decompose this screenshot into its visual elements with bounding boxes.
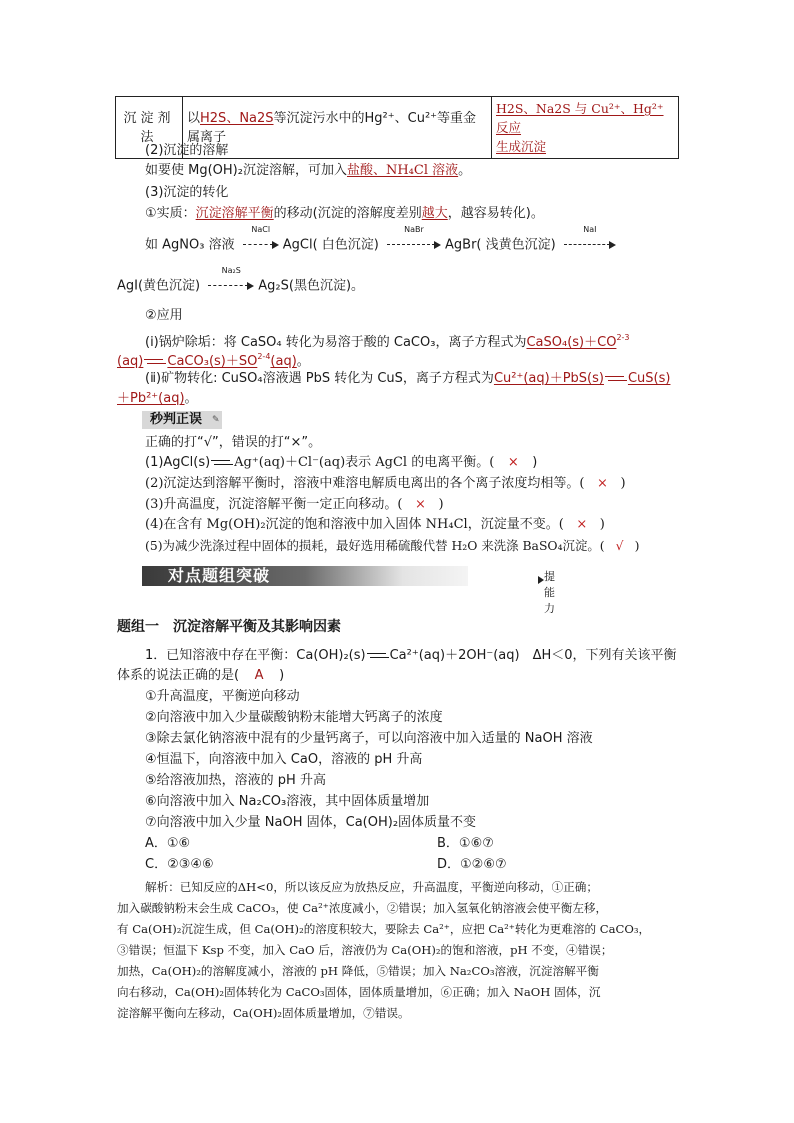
question-line-2 (117, 667, 284, 685)
judge-3-end: ) (438, 497, 444, 512)
method-name: 沉淀剂法 (123, 110, 175, 145)
judge-item-1 (145, 454, 537, 472)
judge-2-text: (2)沉淀达到溶解平衡时，溶液中难溶电解质电离出的各个离子浓度均相等。( (145, 476, 585, 491)
explanation-line: ③错误；恒温下 Ksp 不变，加入 CaO 后，溶液仍为 Ca(OH)₂的饱和溶液，pH 不变，④错误； (117, 943, 613, 957)
option-item: ⑦向溶液中加入少量 NaOH 固体，Ca(OH)₂固体质量不变 (145, 815, 477, 830)
chain-product-1: AgCl( 白色沉淀) (282, 237, 379, 253)
question-stem: 体系的说法正确的是( (117, 668, 240, 683)
judge-1-mark: × (507, 455, 519, 470)
dissolve-heading: (2)沉淀的溶解 (145, 143, 229, 158)
mineral-eq-part-2: CuS(s) (627, 371, 671, 386)
quick-intro: 正确的打“√”，错误的打“×”。 (145, 435, 322, 450)
method-principle-cell (492, 97, 679, 159)
mineral-text: (ⅱ)矿物转化: CuSO₄溶液遇 PbS 转化为 CuS，离子方程式为 (145, 371, 494, 386)
quick-judge-title: 秒判正误 (150, 412, 203, 427)
sulfate-charge: 2-4 (257, 352, 271, 361)
explanation-block (117, 877, 679, 1024)
question-pre: 1．已知溶液中存在平衡：Ca(OH)₂(s) (145, 648, 366, 663)
reaction-arrow (564, 225, 616, 254)
boiler-eq-part-1: CaSO₄(s)＋CO (526, 335, 617, 350)
mineral-line-1 (145, 370, 670, 388)
judge-1-text: Ag⁺(aq)＋Cl⁻(aq)表示 AgCl 的电离平衡。( (234, 455, 495, 470)
boiler-line-2 (117, 348, 310, 371)
boiler-eq-part-4: (aq) (270, 354, 297, 369)
application-heading: ②应用 (145, 308, 183, 323)
explanation-line: 解析：已知反应的ΔH<0，所以该反应为放热反应，升高温度，平衡逆向移动，①正确； (145, 880, 598, 894)
judge-4-mark: × (576, 517, 588, 532)
carbonate-charge: 2-3 (616, 333, 630, 342)
principle-line-1: H2S、Na2S 与 Cu²⁺、Hg²⁺反应 (496, 101, 664, 135)
essence-answer-2: 越大 (421, 206, 448, 221)
arrow-label: NaCl (251, 225, 271, 234)
transform-heading: (3)沉淀的转化 (145, 185, 229, 200)
desc-text-1: 等沉淀污水中的Hg²⁺、Cu²⁺等重金 (273, 110, 477, 126)
explanation-line: 向右移动，Ca(OH)₂固体转化为 CaCO₃固体，固体质量增加，⑥正确；加入 NaOH 固体，沉 (117, 985, 601, 999)
conversion-chain-2 (117, 266, 365, 296)
judge-1-pre: (1)AgCl(s) (145, 455, 211, 470)
option-item: ③除去氯化钠溶液中混有的少量钙离子，可以向溶液中加入适量的 NaOH 溶液 (145, 731, 593, 746)
judge-5-end: ) (634, 538, 640, 553)
option-item: ②向溶液中加入少量碳酸钠粉末能增大钙离子的浓度 (145, 710, 443, 725)
group-title: 题组一 沉淀溶解平衡及其影响因素 (117, 619, 341, 635)
conversion-chain-1 (145, 225, 620, 255)
judge-2-mark: × (597, 476, 608, 491)
chain-product-4: Ag₂S(黑色沉淀)。 (258, 278, 365, 294)
mineral-line-2 (117, 390, 198, 408)
explanation-line: 加入碳酸钠粉末会生成 CaCO₃，使 Ca²⁺浓度减小，②错误；加入氢氧化钠溶液会使平衡左移， (117, 901, 608, 915)
question-close: ) (279, 668, 285, 683)
judge-item-2 (145, 475, 626, 493)
judge-item-5 (145, 537, 639, 555)
question-post: Ca²⁺(aq)＋2OH⁻(aq) ΔH＜0，下列有关该平衡 (389, 648, 677, 663)
essence-answer-1: 沉淀溶解平衡 (195, 206, 274, 221)
judge-4-end: ) (599, 517, 605, 532)
mineral-eq-part-1: Cu²⁺(aq)＋PbS(s) (493, 371, 604, 386)
choice-a: A．①⑥ (145, 836, 191, 851)
mineral-eq-part-3: ＋Pb²⁺(aq) (117, 391, 185, 406)
principle-line-2: 生成沉淀 (496, 139, 547, 154)
judge-item-3 (145, 496, 444, 514)
dissolve-text (145, 162, 471, 180)
judge-5-mark: √ (615, 538, 624, 553)
section-title: 对点题组突破 (168, 566, 271, 585)
option-item: ①升高温度，平衡逆向移动 (145, 689, 300, 704)
desc-reagents: H2S、Na2S (200, 110, 274, 126)
chain-product-3: AgI(黄色沉淀) (117, 278, 201, 294)
section-subtitle: 提能力 (544, 570, 555, 615)
essence-mid: 的移动(沉淀的溶解度差别 (273, 206, 422, 221)
reaction-arrow (208, 266, 254, 295)
choice-c: C．②③④⑥ (145, 857, 214, 872)
dissolve-post: 。 (458, 163, 472, 178)
essence-post: ，越容易转化)。 (447, 206, 544, 221)
boiler-end: 。 (296, 354, 310, 369)
desc-text-2: 属离子 (187, 129, 227, 145)
quick-judge-banner (142, 411, 222, 429)
essence-pre: ①实质： (145, 206, 196, 221)
arrow-label: NaBr (404, 225, 424, 234)
arrow-label: NaI (583, 225, 597, 234)
judge-2-end: ) (620, 476, 626, 491)
dissolve-answer: 盐酸、NH₄Cl 溶液 (346, 163, 459, 178)
reaction-arrow (387, 225, 441, 254)
chain-start: 如 AgNO₃ 溶液 (145, 237, 235, 253)
option-item: ④恒温下，向溶液中加入 CaO，溶液的 pH 升高 (145, 752, 423, 767)
judge-item-4 (145, 516, 605, 534)
dissolve-pre: 如要使 Mg(OH)₂沉淀溶解，可加入 (145, 163, 347, 178)
judge-3-mark: × (415, 497, 426, 512)
choice-b: B．①⑥⑦ (437, 836, 494, 851)
choice-d: D．①②⑥⑦ (437, 857, 507, 872)
explanation-line: 加热，Ca(OH)₂的溶解度减小，溶液的 pH 降低，⑤错误；加入 Na₂CO₃溶液，沉淀溶解平衡 (117, 964, 599, 978)
equilibrium-arrow (367, 652, 389, 660)
judge-3-text: (3)升高温度，沉淀溶解平衡一定正向移动。( (145, 497, 403, 512)
question-line-1 (145, 647, 677, 665)
boiler-text: (ⅰ)锅炉除垢：将 CaSO₄ 转化为易溶于酸的 CaCO₃，离子方程式为 (145, 335, 527, 350)
desc-prefix: 以 (187, 110, 201, 126)
mineral-end: 。 (184, 391, 198, 406)
pencil-icon: ✎ (212, 415, 220, 425)
equilibrium-arrow (211, 459, 233, 467)
equilibrium-arrow (605, 375, 627, 383)
reaction-arrow (243, 225, 279, 254)
judge-1-end: ) (532, 455, 538, 470)
judge-4-text: (4)在含有 Mg(OH)₂沉淀的饱和溶液中加入固体 NH₄Cl，沉淀量不变。( (145, 517, 564, 532)
judge-5-text: (5)为减少洗涤过程中固体的损耗，最好选用稀硫酸代替 H₂O 来洗涤 BaSO₄沉淀。( (145, 538, 605, 553)
explanation-line: 有 Ca(OH)₂沉淀生成，但 Ca(OH)₂的溶度积较大，要除去 Ca²⁺，应把 Ca²⁺转化为更难溶的 CaCO₃， (117, 922, 651, 936)
option-item: ⑤给溶液加热，溶液的 pH 升高 (145, 773, 326, 788)
method-desc-cell (183, 97, 492, 159)
boiler-eq-part-3: CaCO₃(s)＋SO (167, 354, 258, 369)
equilibrium-arrow (144, 358, 166, 366)
option-item: ⑥向溶液中加入 Na₂CO₃溶液，其中固体质量增加 (145, 794, 430, 809)
arrow-label: Na₂S (221, 266, 241, 275)
answer-mark: A (254, 668, 264, 683)
boiler-eq-part-2: (aq) (117, 354, 144, 369)
explanation-line: 淀溶解平衡向左移动，Ca(OH)₂固体质量增加，⑦错误。 (117, 1006, 410, 1020)
chain-product-2: AgBr( 浅黄色沉淀) (445, 237, 556, 253)
section-banner (142, 564, 555, 615)
transform-essence (145, 205, 544, 223)
